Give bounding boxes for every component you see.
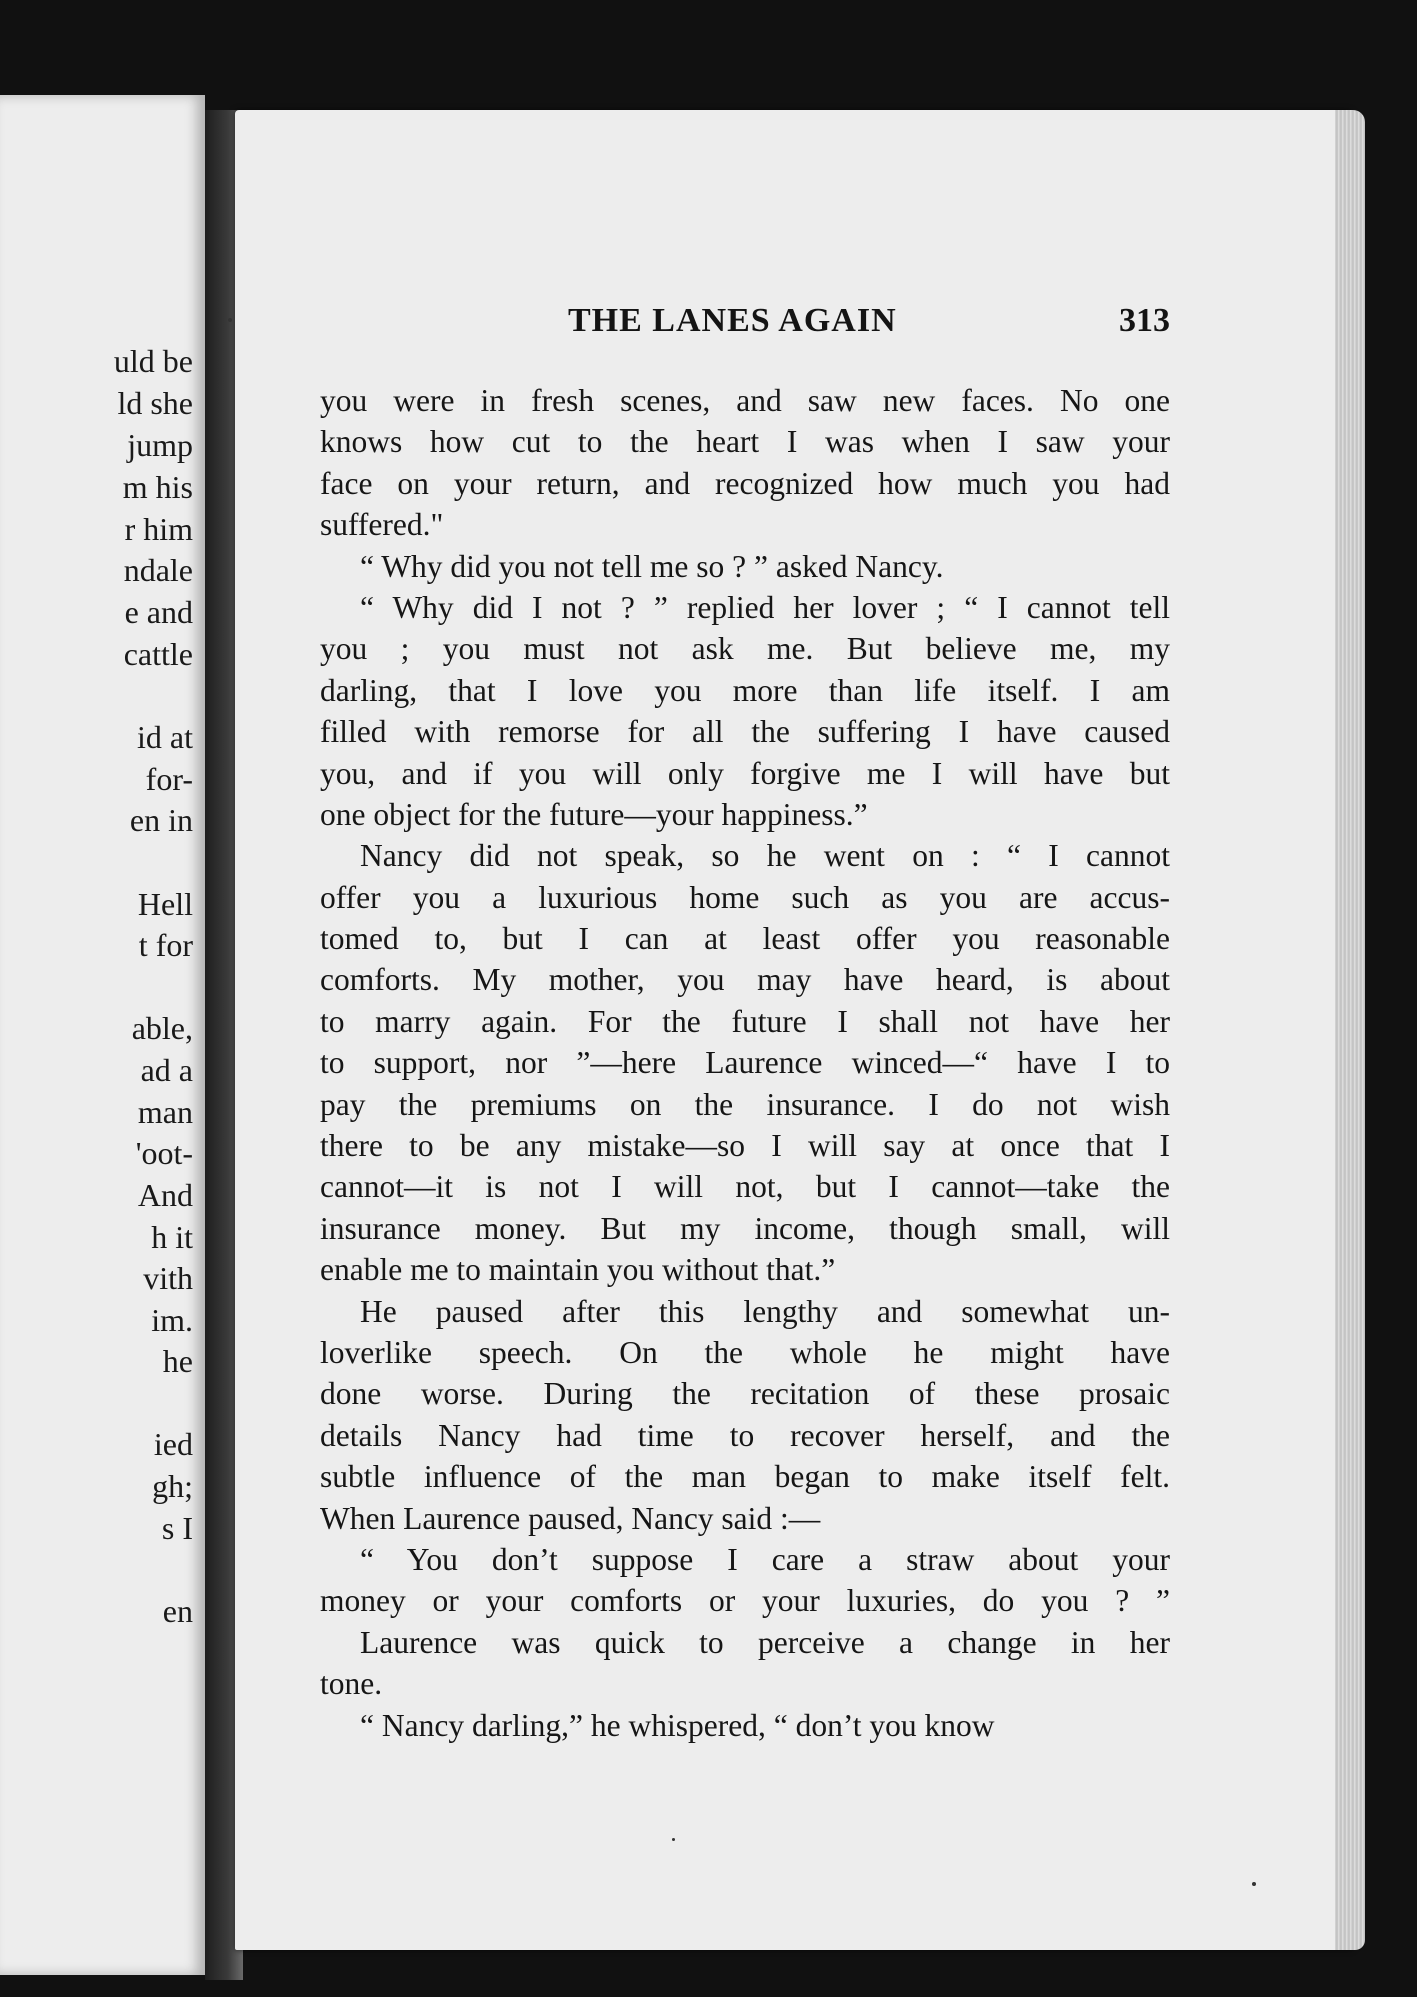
text-line: enable me to maintain you without that.”	[320, 1252, 836, 1288]
text-line: filled with remorse for all the suffering I have caused	[320, 714, 1170, 750]
text-line: face on your return, and recognized how much you had	[320, 465, 1170, 501]
text-line: you were in fresh scenes, and saw new faces. No one	[320, 383, 1170, 418]
text-line: done worse. During the recitation of these prosaic	[320, 1376, 1170, 1412]
previous-page-line: Hell	[137, 886, 193, 922]
text-line: “ Why did you not tell me so ? ” asked Nancy.	[360, 548, 944, 584]
scan-speck	[228, 318, 232, 322]
text-line: Nancy did not speak, so he went on : “ I cannot	[360, 838, 1170, 874]
previous-page-line: r him	[124, 511, 193, 547]
text-line: to marry again. For the future I shall not have her	[320, 1003, 1170, 1039]
previous-page-line: ad a	[140, 1052, 193, 1088]
text-line: He paused after this lengthy and somewhat un-	[360, 1293, 1170, 1329]
previous-page-line: id at	[137, 719, 193, 755]
previous-page-line: for-	[145, 761, 193, 797]
text-line: knows how cut to the heart I was when I saw your	[320, 424, 1170, 460]
previous-page-line: en in	[129, 802, 193, 838]
text-line: comforts. My mother, you may have heard, is about	[320, 962, 1170, 998]
previous-page-line: uld be	[113, 343, 193, 379]
previous-page-line: vith	[143, 1260, 193, 1296]
previous-page-line: able,	[131, 1010, 193, 1046]
previous-page-line: s I	[161, 1510, 193, 1546]
text-line: to support, nor ”—here Laurence winced—“ have I to	[320, 1045, 1170, 1081]
previous-page-fragment	[0, 95, 205, 1975]
page-number: 313	[1119, 302, 1170, 339]
previous-page-line: ld she	[117, 385, 193, 421]
previous-page-line: man	[137, 1094, 193, 1130]
previous-page-line: im.	[151, 1302, 193, 1338]
text-line: tomed to, but I can at least offer you reasonable	[320, 921, 1170, 957]
previous-page-line: ndale	[123, 552, 193, 588]
text-line: you ; you must not ask me. But believe me, my	[320, 631, 1170, 667]
page-edges	[1335, 110, 1365, 1950]
previous-page-line: gh;	[152, 1468, 193, 1504]
text-line: one object for the future—your happiness.”	[320, 796, 868, 832]
text-line: tone.	[320, 1666, 383, 1702]
text-line: “ Nancy darling,” he whispered, “ don’t you know	[360, 1707, 995, 1743]
previous-page-line: e and	[124, 594, 193, 630]
running-header	[330, 302, 1170, 347]
previous-page-line: jump	[127, 427, 193, 463]
text-line: insurance money. But my income, though small, will	[320, 1210, 1170, 1246]
text-line: details Nancy had time to recover herself, and the	[320, 1417, 1170, 1453]
previous-page-line: t for	[138, 927, 193, 963]
text-line: offer you a luxurious home such as you are accus-	[320, 879, 1170, 915]
previous-page-line: h it	[151, 1219, 193, 1255]
scan-speck	[1252, 1882, 1256, 1886]
previous-page-line: en	[162, 1593, 193, 1629]
text-line: “ Why did I not ? ” replied her lover ; “ I cannot tell	[360, 589, 1170, 625]
previous-page-line: m his	[122, 469, 193, 505]
text-line: darling, that I love you more than life itself. I am	[320, 672, 1170, 708]
text-line: Laurence was quick to perceive a change in her	[360, 1624, 1170, 1660]
previous-page-line: cattle	[123, 636, 193, 672]
previous-page-line: 'oot-	[135, 1135, 193, 1171]
text-line: there to be any mistake—so I will say at once that I	[320, 1128, 1170, 1164]
text-line: When Laurence paused, Nancy said :—	[320, 1500, 821, 1536]
previous-page-line: ied	[153, 1426, 193, 1462]
text-line: pay the premiums on the insurance. I do not wish	[320, 1086, 1170, 1122]
previous-page-line: he	[162, 1343, 193, 1379]
text-line: subtle influence of the man began to make itself felt.	[320, 1459, 1170, 1495]
previous-page-line: And	[137, 1177, 193, 1213]
text-line: “ You don’t suppose I care a straw about your	[360, 1541, 1170, 1577]
page-body-text	[320, 380, 1170, 1746]
scan-speck	[672, 1838, 675, 1841]
running-title: THE LANES AGAIN	[568, 302, 897, 339]
text-line: loverlike speech. On the whole he might have	[320, 1334, 1170, 1370]
text-line: money or your comforts or your luxuries, do you ? ”	[320, 1583, 1170, 1619]
text-line: cannot—it is not I will not, but I cannot—take the	[320, 1169, 1170, 1205]
text-line: you, and if you will only forgive me I will have but	[320, 755, 1170, 791]
text-line: suffered."	[320, 507, 444, 543]
